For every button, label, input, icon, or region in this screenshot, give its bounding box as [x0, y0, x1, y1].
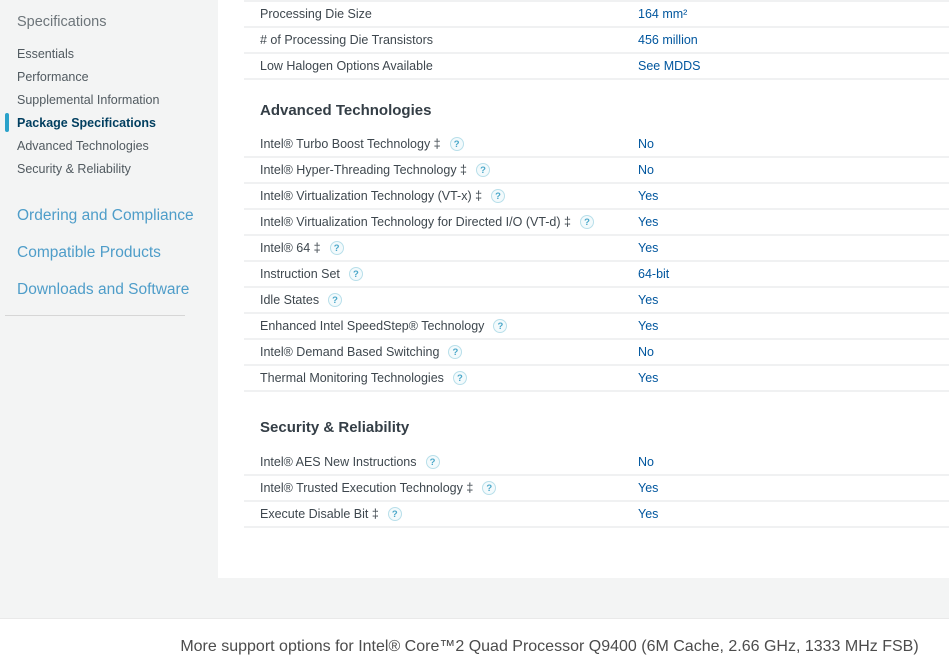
spec-label: Intel® Demand Based Switching [260, 345, 440, 359]
table-row [244, 262, 949, 288]
spec-value: 164 mm² [638, 7, 688, 21]
help-icon[interactable]: ? [448, 345, 462, 359]
sidebar-heading-specifications[interactable]: Specifications [17, 14, 107, 30]
spec-label: Intel® 64 ‡ [260, 241, 321, 255]
sidebar-item-label: Essentials [17, 46, 74, 61]
spec-label: Low Halogen Options Available [260, 59, 433, 73]
spec-value: No [638, 345, 654, 359]
spec-label: Intel® Virtualization Technology for Directed I/O (VT-d) ‡ [260, 215, 571, 229]
table-row [244, 236, 949, 262]
footer-gray-band [0, 578, 949, 619]
spec-value: Yes [638, 507, 659, 521]
spec-label: # of Processing Die Transistors [260, 33, 433, 47]
spec-content [218, 0, 949, 578]
help-icon[interactable]: ? [482, 481, 496, 495]
table-row [244, 288, 949, 314]
table-row [244, 502, 949, 528]
spec-label: Execute Disable Bit ‡ [260, 507, 379, 521]
sidebar-link-downloads-and-software[interactable]: Downloads and Software [17, 281, 190, 298]
spec-value: 456 million [638, 33, 698, 47]
spec-value: No [638, 163, 654, 177]
table-row [244, 158, 949, 184]
help-icon[interactable]: ? [491, 189, 505, 203]
table-row [244, 184, 949, 210]
table-row [244, 28, 949, 54]
spec-value: Yes [638, 293, 659, 307]
support-text: More support options for Intel® Core™2 Quad Processor Q9400 (6M Cache, 2.66 GHz, 1333 MHz FSB) [180, 638, 919, 655]
spec-value: Yes [638, 215, 659, 229]
sidebar-item-label: Security & Reliability [17, 161, 131, 176]
help-icon[interactable]: ? [493, 319, 507, 333]
active-indicator-bar [5, 113, 9, 132]
sidebar-link-compatible-products[interactable]: Compatible Products [17, 244, 161, 261]
sidebar-item-label: Advanced Technologies [17, 138, 149, 153]
spec-label: Instruction Set [260, 267, 340, 281]
spec-value: 64-bit [638, 267, 670, 281]
sidebar-link-ordering-and-compliance[interactable]: Ordering and Compliance [17, 207, 194, 224]
sidebar-item-performance[interactable] [0, 65, 218, 88]
sidebar-item-essentials[interactable] [0, 42, 218, 65]
help-icon[interactable]: ? [580, 215, 594, 229]
sidebar-item-label: Package Specifications [17, 115, 156, 130]
help-icon[interactable]: ? [388, 507, 402, 521]
spec-value: No [638, 137, 654, 151]
spec-label: Thermal Monitoring Technologies [260, 371, 444, 385]
spec-label: Intel® AES New Instructions [260, 455, 417, 469]
table-row [244, 2, 949, 28]
sidebar-item-label: Performance [17, 69, 89, 84]
spec-value: Yes [638, 481, 659, 495]
help-icon[interactable]: ? [426, 455, 440, 469]
table-row [244, 476, 949, 502]
spec-table [244, 0, 949, 528]
support-section [0, 619, 949, 664]
spec-value: Yes [638, 241, 659, 255]
spec-value: Yes [638, 371, 659, 385]
help-icon[interactable]: ? [349, 267, 363, 281]
spec-label: Processing Die Size [260, 7, 372, 21]
spec-label: Intel® Hyper-Threading Technology ‡ [260, 163, 468, 177]
sidebar-links [0, 188, 218, 299]
help-icon[interactable]: ? [328, 293, 342, 307]
table-row [244, 340, 949, 366]
help-icon[interactable]: ? [450, 137, 464, 151]
help-icon[interactable]: ? [453, 371, 467, 385]
sidebar-divider [5, 315, 185, 316]
sidebar-item-label: Supplemental Information [17, 92, 160, 107]
spec-value: Yes [638, 189, 659, 203]
spec-label: Intel® Trusted Execution Technology ‡ [260, 481, 474, 495]
spec-label: Intel® Turbo Boost Technology ‡ [260, 137, 441, 151]
spec-label: Intel® Virtualization Technology (VT-x) ‡ [260, 189, 483, 203]
table-row [244, 54, 949, 80]
section-header-security-reliability: Security & Reliability [260, 419, 410, 436]
table-row [244, 366, 949, 392]
help-icon[interactable]: ? [476, 163, 490, 177]
help-icon[interactable]: ? [330, 241, 344, 255]
table-row [244, 314, 949, 340]
sidebar-item-supplemental-information[interactable] [0, 88, 218, 111]
sidebar-item-package-specifications[interactable] [0, 111, 218, 134]
spec-label: Idle States [260, 293, 320, 307]
sidebar-item-advanced-technologies[interactable] [0, 134, 218, 157]
sidebar-item-security-reliability[interactable] [0, 157, 218, 180]
spec-label: Enhanced Intel SpeedStep® Technology [260, 319, 485, 333]
section-header-advanced-technologies: Advanced Technologies [260, 102, 432, 119]
table-row [244, 210, 949, 236]
table-row [244, 450, 949, 476]
spec-value-link[interactable]: See MDDS [638, 59, 701, 73]
table-row [244, 132, 949, 158]
sidebar [0, 0, 218, 578]
spec-value: No [638, 455, 654, 469]
spec-value: Yes [638, 319, 659, 333]
